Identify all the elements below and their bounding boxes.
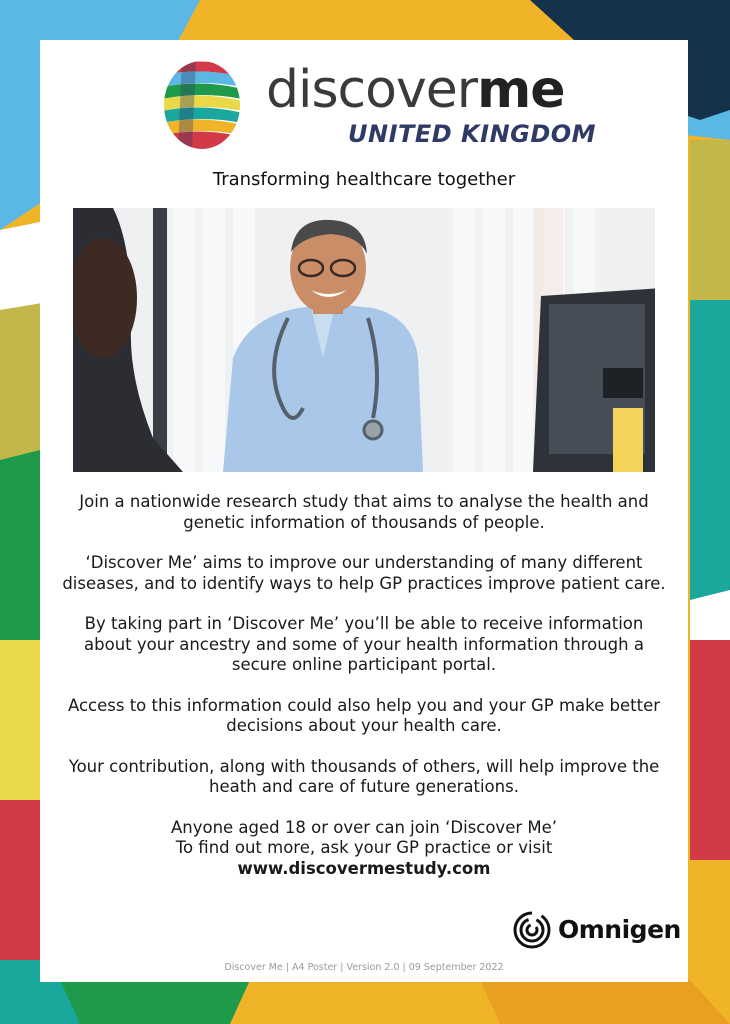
closing-line-2: To find out more, ask your GP practice or visit [175, 838, 553, 857]
globe-stripes-icon [162, 58, 242, 152]
doctor-consultation-image [73, 208, 655, 472]
paragraph-4: Access to this information could also help you and your GP make better decisions about your health care. [67, 695, 661, 735]
omnigen-logo [512, 910, 681, 954]
doctor-photo [73, 208, 655, 472]
logo-subtitle: UNITED KINGDOM [348, 120, 597, 148]
paragraph-1: Join a nationwide research study that aims to analyse the health and genetic information of thousands of people. [79, 492, 649, 532]
logo-word-light: discover [266, 60, 478, 120]
omnigen-wordmark: Omnigen [558, 915, 681, 944]
study-url-link[interactable]: www.discovermestudy.com [237, 858, 491, 878]
paragraph-2: ‘Discover Me’ aims to improve our understanding of many different diseases, and to identify ways to help GP practices improve patient care. [62, 553, 666, 593]
omnigen-spiral-icon [512, 910, 552, 950]
logo-word-bold: me [477, 60, 565, 120]
discoverme-logo [162, 56, 597, 156]
closing-block [60, 818, 668, 880]
closing-line-1: Anyone aged 18 or over can join ‘Discover Me’ [170, 817, 558, 837]
paragraph-5: Your contribution, along with thousands of others, will help improve the heath and care of future generations. [68, 756, 660, 796]
body-text [60, 492, 668, 879]
footer-version: Discover Me | A4 Poster | Version 2.0 | 09 September 2022 [224, 962, 504, 973]
paragraph-3: By taking part in ‘Discover Me’ you’ll be able to receive information about your ancestry and some of your health information through a secure online participant portal. [84, 614, 644, 674]
poster-card [40, 40, 688, 982]
tagline: Transforming healthcare together [212, 169, 516, 190]
logo-wordmark [266, 60, 565, 120]
